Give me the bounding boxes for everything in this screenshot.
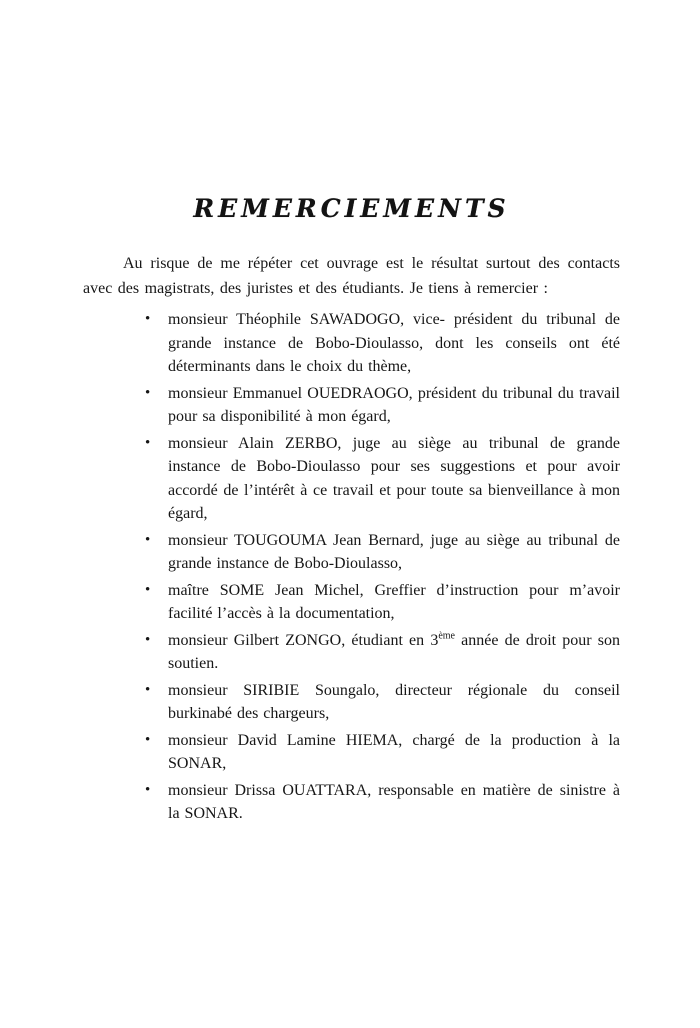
item-text: monsieur Théophile SAWADOGO, vice- président du tribunal de grande instance de Bobo-Dioulasso, dont les conseils ont été déterminants dans le choix du thème, (168, 311, 620, 375)
item-text: maître SOME Jean Michel, Greffier d’instruction pour m’avoir facilité l’accès à la documentation, (168, 581, 620, 622)
acknowledgement-item (168, 729, 620, 776)
acknowledgement-item (168, 308, 620, 379)
page-content (83, 193, 620, 829)
acknowledgement-item (168, 382, 620, 429)
item-text: monsieur TOUGOUMA Jean Bernard, juge au siège au tribunal de grande instance de Bobo-Dioulasso, (168, 531, 620, 572)
acknowledgement-list (83, 308, 620, 826)
acknowledgement-item (168, 529, 620, 576)
item-text: monsieur Alain ZERBO, juge au siège au tribunal de grande instance de Bobo-Dioulasso pour ses suggestions et pour avoir accordé de l’intérêt à ce travail et pour toute sa bienveillance à mon égard, (168, 434, 620, 522)
item-text: monsieur David Lamine HIEMA, chargé de la production à la SONAR, (168, 731, 620, 772)
page-title: REMERCIEMENTS (193, 194, 510, 223)
intro-paragraph: Au risque de me répéter cet ouvrage est le résultat surtout des contacts avec des magistrats, des juristes et des étudiants. Je tiens à remercier : (83, 255, 620, 297)
item-text: monsieur SIRIBIE Soungalo, directeur régionale du conseil burkinabé des chargeurs, (168, 681, 620, 722)
acknowledgement-item (168, 432, 620, 526)
item-text: année de droit pour son soutien. (168, 631, 620, 672)
item-text: monsieur Drissa OUATTARA, responsable en matière de sinistre à la SONAR. (168, 781, 620, 822)
superscript-text: ème (438, 630, 455, 642)
item-text: monsieur Gilbert ZONGO, étudiant en 3 (168, 631, 439, 649)
item-text: monsieur Emmanuel OUEDRAOGO, président du tribunal du travail pour sa disponibilité à mon égard, (168, 384, 620, 425)
acknowledgement-item (168, 579, 620, 626)
acknowledgement-item (168, 779, 620, 826)
acknowledgement-item (168, 679, 620, 726)
acknowledgement-item (168, 629, 620, 676)
